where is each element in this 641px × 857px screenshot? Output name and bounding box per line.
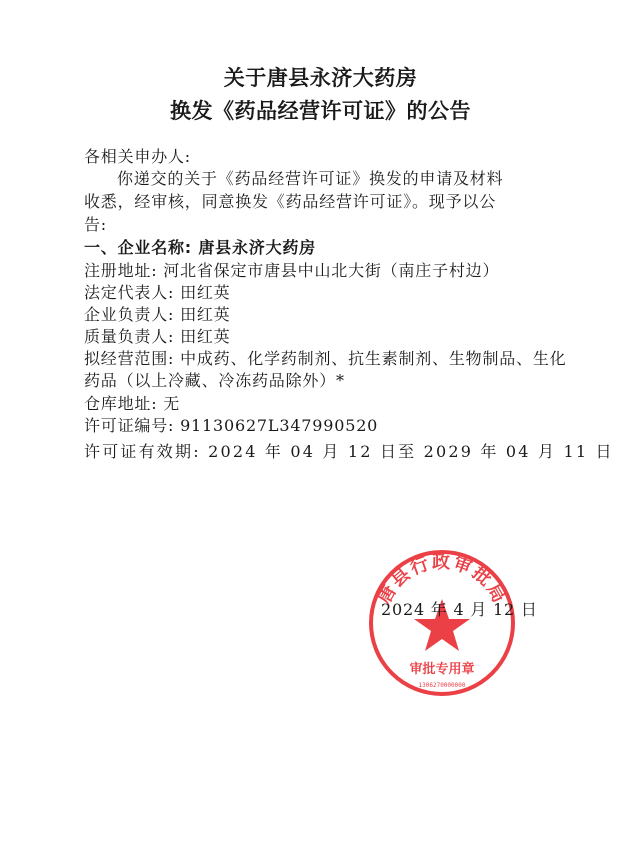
- official-seal: [366, 547, 518, 699]
- intro-line-2: 收悉，经审核，同意换发《药品经营许可证》。现予以公: [84, 192, 497, 211]
- seal-serial: 1306270000000: [418, 682, 466, 689]
- intro-line-3: 告:: [84, 215, 107, 234]
- title-line-1: 关于唐县永济大药房: [223, 66, 418, 90]
- legal-representative: 法定代表人: 田红英: [84, 283, 231, 302]
- seal-bottom-text: 审批专用章: [409, 662, 475, 677]
- title-line-2: 换发《药品经营许可证》的公告: [170, 99, 471, 123]
- company-head: 企业负责人: 田红英: [84, 305, 231, 324]
- license-validity: 许可证有效期: 2024 年 04 月 12 日至 2029 年 04 月 11 日: [84, 442, 614, 461]
- company-heading: 一、企业名称: 唐县永济大药房: [84, 238, 316, 257]
- intro-line-1: 你递交的关于《药品经营许可证》换发的申请及材料: [117, 169, 504, 188]
- signature-date: 2024 年 4 月 12 日: [381, 600, 538, 619]
- seal-arc-text: 唐县行政审批局: [373, 551, 511, 608]
- registered-address: 注册地址: 河北省保定市唐县中山北大街（南庄子村边）: [84, 261, 500, 280]
- warehouse-address: 仓库地址: 无: [84, 394, 181, 413]
- business-scope-line-2: 药品（以上冷藏、冷冻药品除外）*: [84, 371, 345, 390]
- quality-head: 质量负责人: 田红英: [84, 327, 231, 346]
- greeting: 各相关申办人:: [84, 147, 191, 166]
- business-scope-line-1: 拟经营范围: 中成药、化学药制剂、抗生素制剂、生物制品、生化: [84, 349, 567, 368]
- license-number: 许可证编号: 91130627L347990520: [84, 416, 379, 435]
